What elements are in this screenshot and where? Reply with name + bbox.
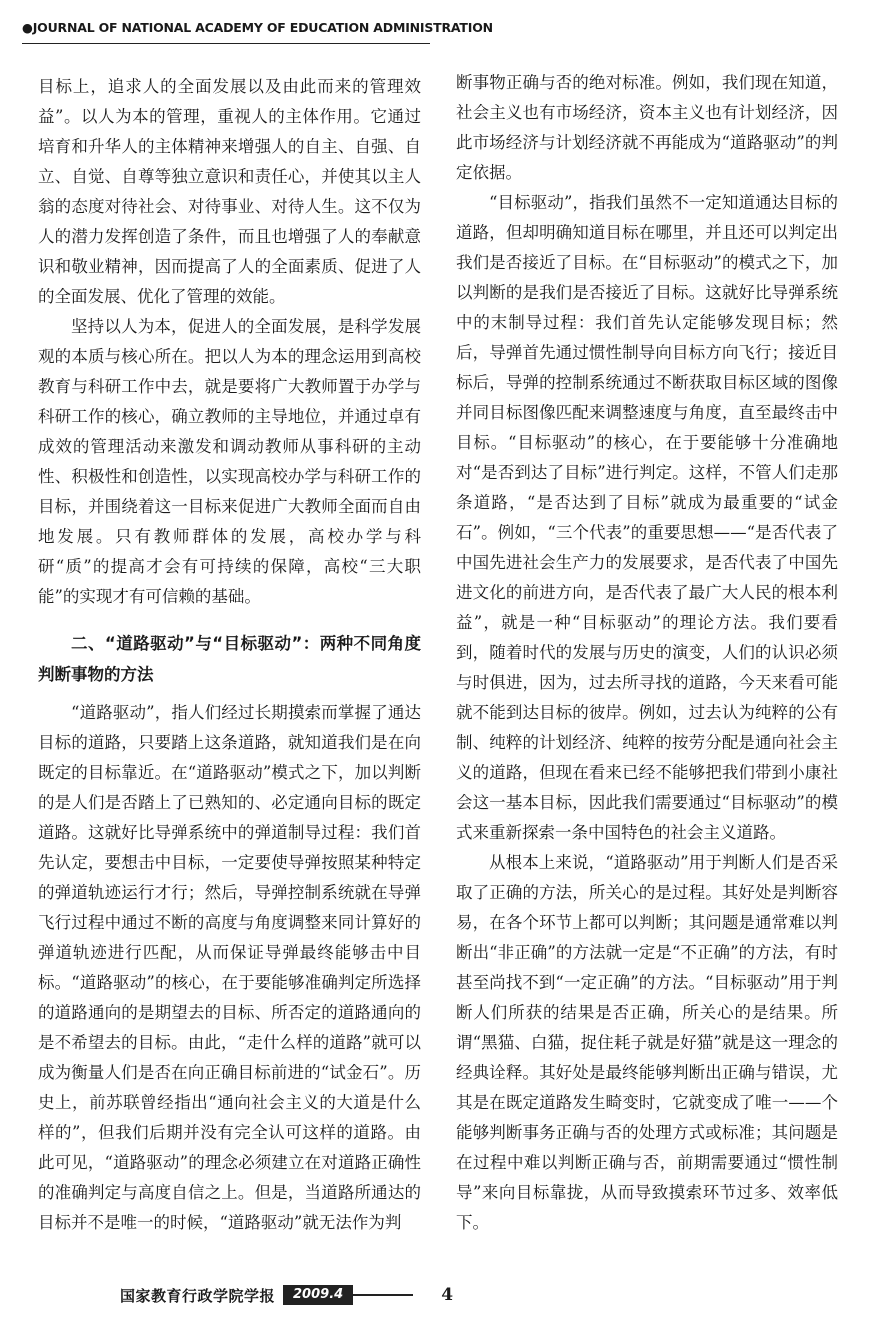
- right-column: [456, 68, 838, 1238]
- footer-rule: [353, 1294, 413, 1296]
- section-heading: 二、“道路驱动”与“目标驱动”：两种不同角度判断事物的方法: [38, 634, 421, 684]
- page-number: 4: [441, 1285, 454, 1305]
- paragraph: 从根本上来说，“道路驱动”用于判断人们是否采取了正确的方法，所关心的是过程。其好处是判断容易，在各个环节上都可以判断；其问题是通常难以判断出“非正确”的方法就一定是“不正确”的方法，有时甚至尚找不到“一定正确”的方法。“目标驱动”用于判断人们所获的结果是否正确，所关心的是结果。所谓“黑猫、白猫，捉住耗子就是好猫”就是这一理念的经典诠释。其好处是最终能够判断出正确与错误，尤其是在既定道路发生畸变时，它就变成了唯一——个能够判断事务正确与否的处理方式或标准；其问题是在过程中难以判断正确与否，前期需要通过“惯性制导”来向目标靠拢，从而导致摸索环节过多、效率低下。: [456, 853, 838, 1232]
- paragraph: 目标上，追求人的全面发展以及由此而来的管理效益”。以人为本的管理，重视人的主体作用。它通过培育和升华人的主体精神来增强人的自主、自强、自立、自觉、自尊等独立意识和责任心，并使其以主人翁的态度对待社会、对待事业、对待人生。这不仅为人的潜力发挥创造了条件，而且也增强了人的奉献意识和敬业精神，因而提高了人的全面素质、促进了人的全面发展、优化了管理的效能。: [38, 77, 421, 306]
- paragraph: 坚持以人为本，促进人的全面发展，是科学发展观的本质与核心所在。把以人为本的理念运用到高校教育与科研工作中去，就是要将广大教师置于办学与科研工作的核心，确立教师的主导地位，并通过卓有成效的管理活动来激发和调动教师从事科研的主动性、积极性和创造性，以实现高校办学与科研工作的目标，并围绕着这一目标来促进广大教师全面而自由地发展。只有教师群体的发展，高校办学与科研“质”的提高才会有可持续的保障，高校“三大职能”的实现才有可信赖的基础。: [38, 317, 421, 606]
- left-column: [38, 72, 421, 1238]
- page-footer: [120, 1283, 453, 1307]
- journal-name: 国家教育行政学院学报: [120, 1286, 276, 1305]
- paragraph: “道路驱动”，指人们经过长期摸索而掌握了通达目标的道路，只要踏上这条道路，就知道我们是在向既定的目标靠近。在“道路驱动”模式之下，加以判断的是人们是否踏上了已熟知的、必定通向目标的既定道路。这就好比导弹系统中的弹道制导过程：我们首先认定，要想击中目标，一定要使导弹按照某种特定的弹道轨迹运行才行；然后，导弹控制系统就在导弹飞行过程中通过不断的高度与角度调整来同计算好的弹道轨迹进行匹配，从而保证导弹最终能够击中目标。“道路驱动”的核心，在于要能够准确判定所选择的道路通向的是期望去的目标、所否定的道路通向的是不希望去的目标。由此，“走什么样的道路”就可以成为衡量人们是否在向正确目标前进的“试金石”。历史上，前苏联曾经指出“通向社会主义的大道是什么样的”，但我们后期并没有完全认可这样的道路。由此可见，“道路驱动”的理念必须建立在对道路正确性的准确判定与高度自信之上。但是，当道路所通达的目标并不是唯一的时候，“道路驱动”就无法作为判: [38, 703, 421, 1232]
- paragraph: 断事物正确与否的绝对标准。例如，我们现在知道，社会主义也有市场经济，资本主义也有计划经济，因此市场经济与计划经济就不再能成为“道路驱动”的判定依据。: [456, 73, 838, 182]
- paragraph: “目标驱动”，指我们虽然不一定知道通达目标的道路，但却明确知道目标在哪里，并且还可以判定出我们是否接近了目标。在“目标驱动”的模式之下，加以判断的是我们是否接近了目标。这就好比导弹系统中的末制导过程：我们首先认定能够发现目标；然后，导弹首先通过惯性制导向目标方向飞行；接近目标后，导弹的控制系统通过不断获取目标区域的图像并同目标图像匹配来调整速度与角度，直至最终击中目标。“目标驱动”的核心，在于要能够十分准确地对“是否到达了目标”进行判定。这样，不管人们走那条道路，“是否达到了目标”就成为最重要的“试金石”。例如，“三个代表”的重要思想——“是否代表了中国先进社会生产力的发展要求，是否代表了中国先进文化的前进方向，是否代表了最广大人民的根本利益”，就是一种“目标驱动”的理论方法。我们要看到，随着时代的发展与历史的演变，人们的认识必须与时俱进，因为，过去所寻找的道路，今天来看可能就不能到达目标的彼岸。例如，过去认为纯粹的公有制、纯粹的计划经济、纯粹的按劳分配是通向社会主义的道路，但现在看来已经不能够把我们带到小康社会这一基本目标，因此我们需要通过“目标驱动”的模式来重新探索一条中国特色的社会主义道路。: [456, 193, 838, 842]
- running-header: ●JOURNAL OF NATIONAL ACADEMY OF EDUCATION ADMINISTRATION: [22, 20, 430, 44]
- issue-badge: 2009.4: [283, 1285, 353, 1305]
